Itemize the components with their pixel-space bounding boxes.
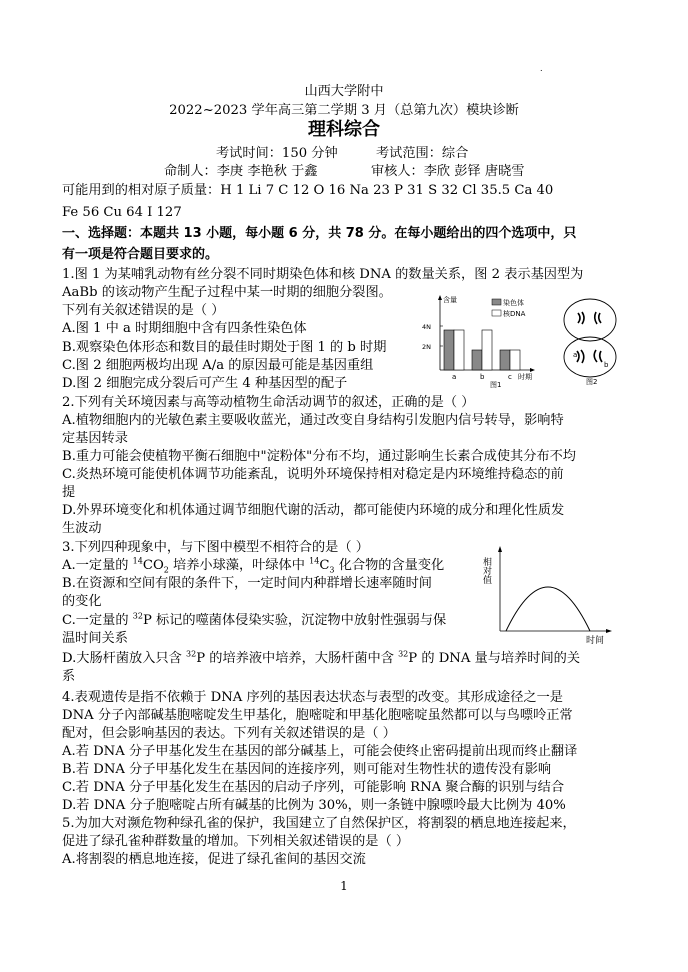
q2-option-d-line-2: 生波动 — [62, 521, 102, 536]
q4-stem-line-1: 4.表观遗传是指不依赖于 DNA 序列的基因表达状态与表型的改变。其形成途径之一是 — [62, 690, 563, 705]
y-tick-4n: 4N — [422, 323, 431, 331]
school-name: 山西大学附中 — [304, 84, 384, 99]
figure-2-cell-diagram — [560, 295, 620, 385]
figure-1-bar-chart — [420, 290, 555, 390]
chromosome-group-lower — [577, 350, 602, 363]
x-axis-arrow — [530, 368, 535, 372]
x-tick-b: b — [480, 373, 485, 381]
page-number: 1 — [340, 879, 348, 893]
bar-b-dna — [482, 330, 492, 370]
q5-stem-line-2: 促进了绿孔雀种群数量的增加。下列相关叙述错误的是（ ） — [62, 834, 410, 849]
section-heading-line-2: 有一项是符合题目要求的。 — [62, 247, 219, 262]
subject-title: 理科综合 — [308, 119, 380, 140]
q4-stem-line-3: 配对，但会影响基因的表达。下列有关叙述错误的是（ ） — [62, 726, 396, 741]
model-curve-graph — [481, 545, 616, 646]
bar-a-dna — [454, 330, 464, 370]
q3-option-a: A.一定量的 $^{14}CO_2$ 培养小球藻，叶绿体中 $^{14}C_3$ 化合物的含量变化 — [62, 556, 445, 575]
q4-option-b: B.若 DNA 分子甲基化发生在基因间的连接序列，则可能对生物性状的遗传没有影响 — [62, 762, 552, 777]
exam-authors: 命制人：李庚 李艳秋 于鑫 — [164, 164, 318, 179]
q5-option-a: A.将割裂的栖息地连接，促进了绿孔雀间的基因交流 — [62, 852, 366, 867]
chromosome-group-upper — [578, 312, 601, 324]
q1-stem-line-1: 1.图 1 为某哺乳动物有丝分裂不同时期染色体和核 DNA 的数量关系，图 2 表示基因型为 — [62, 267, 584, 282]
q1-option-b: B.观察染色体形态和数目的最佳时期处于图 1 的 b 时期 — [62, 340, 387, 355]
x-tick-c: c — [508, 373, 512, 381]
q4-option-a: A.若 DNA 分子甲基化发生在基因的部分碱基上，可能会使终止密码提前出现而终止翻译 — [62, 744, 578, 759]
model-curve — [506, 587, 590, 631]
figure-2-caption: 图2 — [586, 378, 598, 386]
atomic-mass-line-2: Fe 56 Cu 64 I 127 — [62, 205, 182, 220]
q3-stem: 3.下列四种现象中，与下图中模型不相符合的是（ ） — [62, 540, 369, 555]
q1-option-d: D.图 2 细胞完成分裂后可产生 4 种基因型的配子 — [62, 376, 348, 391]
exam-time: 考试时间：150 分钟 — [216, 146, 338, 161]
q3-option-d-line-1: D.大肠杆菌放入只含 $^{32}$P 的培养液中培养，大肠杆菌中含 $^{32}$P 的 DNA 量与培养时间的关 — [62, 649, 581, 666]
bar-a-chromosome — [444, 330, 454, 370]
q2-option-c-line-2: 提 — [62, 485, 76, 500]
q3-option-c-line-1: C.一定量的 $^{32}$P 标记的噬菌体侵染实验，沉淀物中放射性强弱与保 — [62, 611, 447, 628]
q2-option-d-line-1: D.外界环境变化和机体通过调节细胞代谢的活动，都可能使内环境的成分和理化性质发 — [62, 503, 565, 518]
q2-option-b: B.重力可能会使植物平衡石细胞中"淀粉体"分布不均，通过影响生长素合成使其分布不均 — [62, 449, 576, 464]
q1-option-c: C.图 2 细胞两极均出现 A/a 的原因最可能是基因重组 — [62, 358, 374, 373]
q3-option-d-line-2: 系 — [62, 669, 76, 684]
q2-stem: 2.下列有关环境因素与高等动植物生命活动调节的叙述，正确的是（ ） — [62, 395, 475, 410]
y-tick-2n: 2N — [422, 343, 431, 351]
atomic-mass-line-1: 可能用到的相对原子质量：H 1 Li 7 C 12 O 16 Na 23 P 31 S 32 Cl 35.5 Ca 40 — [62, 183, 554, 198]
q4-stem-line-2: DNA 分子內部碱基胞嘧啶发生甲基化，胞嘧啶和甲基化胞嘧啶虽然都可以与鸟嘌呤正常 — [62, 708, 573, 723]
bar-c-chromosome — [500, 350, 510, 370]
model-y-axis-label: 相对值 — [481, 557, 491, 584]
bar-b-chromosome — [472, 350, 482, 370]
exam-scope: 考试范围：综合 — [376, 146, 469, 161]
q3-option-c-line-2: 温时间关系 — [62, 631, 128, 646]
x-axis-label: 时期 — [518, 373, 532, 381]
q2-option-a-line-2: 定基因转录 — [62, 431, 128, 446]
y-axis-label: 含量 — [443, 296, 457, 304]
exam-title: 2022~2023 学年高三第二学期 3 月（总第九次）模块诊断 — [169, 103, 519, 118]
label-b: b — [604, 361, 609, 369]
legend-swatch-dna — [492, 310, 501, 316]
section-heading-line-1: 一、选择题：本题共 13 小题，每小题 6 分，共 78 分。在每小题给出的四个选项中，只 — [62, 226, 577, 241]
exam-reviewers: 审核人：李欣 彭铎 唐晓雪 — [371, 164, 525, 179]
cell-upper — [564, 299, 616, 341]
x-tick-a: a — [452, 373, 457, 381]
q3-option-b-line-2: 的变化 — [62, 594, 102, 609]
q1-stem-line-2: AaBb 的该动物产生配子过程中某一时期的细胞分裂图。 — [62, 285, 392, 300]
label-a: a — [573, 351, 578, 359]
model-x-axis-arrow — [606, 629, 612, 633]
legend-dna: 核DNA — [503, 310, 526, 318]
figure-1-caption: 图1 — [490, 381, 502, 389]
y-axis-arrow — [438, 295, 442, 300]
q4-option-d: D.若 DNA 分子胞嘧啶占所有碱基的比例为 30%，则一条链中腺嘌呤最大比例为 40% — [62, 798, 566, 813]
q2-option-a-line-1: A.植物细胞内的光敏色素主要吸收蓝光，通过改变自身结构引发胞内信号转导，影响特 — [62, 413, 564, 428]
legend-swatch-chromosome — [492, 299, 501, 305]
cell-lower — [564, 337, 616, 377]
q3-option-b-line-1: B.在资源和空间有限的条件下，一定时间内种群增长速率随时间 — [62, 576, 432, 591]
corner-mark: . — [540, 64, 543, 73]
q1-option-a: A.图 1 中 a 时期细胞中含有四条性染色体 — [62, 321, 307, 336]
model-y-axis-arrow — [498, 546, 502, 552]
q2-option-c-line-1: C.炎热环境可能使机体调节功能紊乱，说明外环境保持相对稳定是内环境维持稳态的前 — [62, 467, 564, 482]
q5-stem-line-1: 5.为加大对濒危物种绿孔雀的保护，我国建立了自然保护区，将割裂的栖息地连接起来， — [62, 816, 576, 831]
legend-chromosome: 染色体 — [503, 299, 524, 307]
model-x-axis-label: 时间 — [586, 636, 605, 646]
q1-stem-line-3: 下列有关叙述错误的是（ ） — [62, 303, 225, 318]
bar-c-dna — [510, 350, 520, 370]
q4-option-c: C.若 DNA 分子甲基化发生在基因的启动子序列，可能影响 RNA 聚合酶的识别与结合 — [62, 780, 565, 795]
